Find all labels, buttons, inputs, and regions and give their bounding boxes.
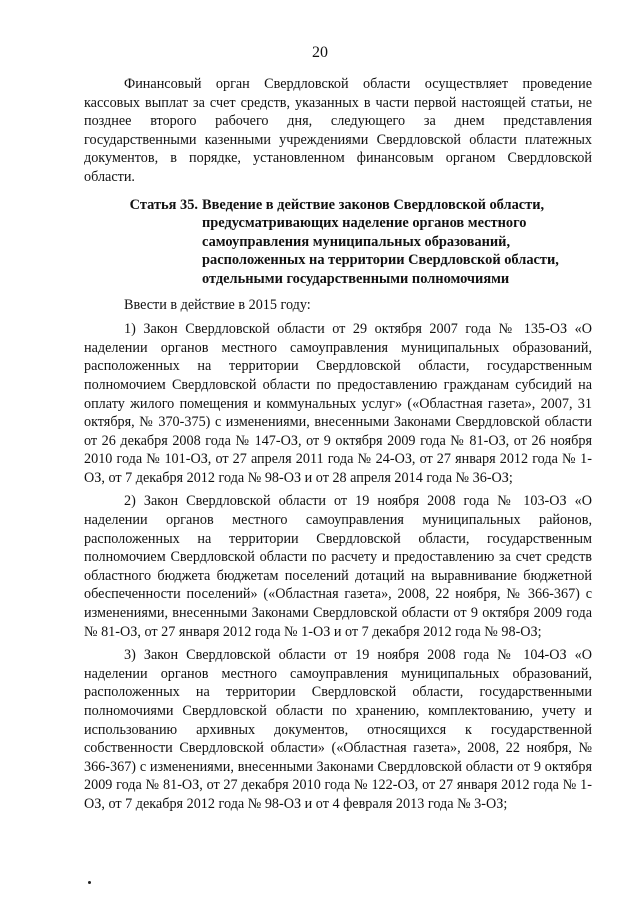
intro-text: Ввести в действие в 2015 году: [124, 296, 311, 313]
opening-paragraph: Финансовый орган Свердловской области осуществляет проведение кассовых выплат за счет средств, указанных в части первой настоящей статьи, не позднее второго рабочего дня, следующего за днем представления государственными казенными учреждениями Свердловской области платежных документов, в порядке, установленном финансовым органом Свердловской области. [84, 76, 592, 185]
page-number: 20 [312, 44, 328, 61]
scan-dot-mark [88, 881, 91, 884]
document-body [84, 75, 592, 814]
list-item: 3) Закон Свердловской области от 19 ноября 2008 года № 104-ОЗ «О наделении органов местного самоуправления муниципальных образований, расположенных на территории Свердловской области, государственными полномочиями Свердловской области по хранению, комплектованию, учету и использованию архивных документов, относящихся к государственной собственности Свердловской области» («Областная газета», 2008, 22 ноября, № 366-367) с изменениями, внесенными Законами Свердловской области от 9 октября 2009 года № 81-ОЗ, от 27 декабря 2010 года № 122-ОЗ, от 27 января 2012 года № 1-ОЗ, от 7 декабря 2012 года № 98-ОЗ и от 4 февраля 2013 года № 3-ОЗ; [84, 647, 592, 812]
list-item: 2) Закон Свердловской области от 19 ноября 2008 года № 103-ОЗ «О наделении органов местного самоуправления муниципальных районов, расположенных на территории Свердловской области, государственным полномочием Свердловской области по расчету и предоставлению за счет средств областного бюджета бюджетам поселений дотаций на выравнивание бюджетной обеспеченности поселений» («Областная газета», 2008, 22 ноября, № 366-367) с изменениями, внесенными Законами Свердловской области от 9 октября 2009 года № 81-ОЗ, от 27 января 2012 года № 1-ОЗ и от 7 декабря 2012 года № 98-ОЗ; [84, 493, 592, 640]
article-heading [84, 196, 592, 289]
article-title: Введение в действие законов Свердловской области, предусматривающих наделение органов местного самоуправления муниципальных образований, расположенных на территории Свердловской области, отдельными государственными полномочиями [202, 196, 559, 287]
article-number: Статья 35. [129, 196, 198, 213]
list-item: 1) Закон Свердловской области от 29 октября 2007 года № 135-ОЗ «О наделении органов местного самоуправления муниципальных образований, расположенных на территории Свердловской области, государственным полномочием Свердловской области по предоставлению гражданам субсидий на оплату жилого помещения и коммунальных услуг» («Областная газета», 2007, 31 октября, № 370-375) с изменениями, внесенными Законами Свердловской области от 26 декабря 2008 года № 147-ОЗ, от 9 октября 2009 года № 81-ОЗ, от 26 ноября 2010 года № 101-ОЗ, от 27 апреля 2011 года № 24-ОЗ, от 27 января 2012 года № 1-ОЗ, от 7 декабря 2012 года № 98-ОЗ и от 28 апреля 2014 года № 36-ОЗ; [84, 321, 592, 486]
